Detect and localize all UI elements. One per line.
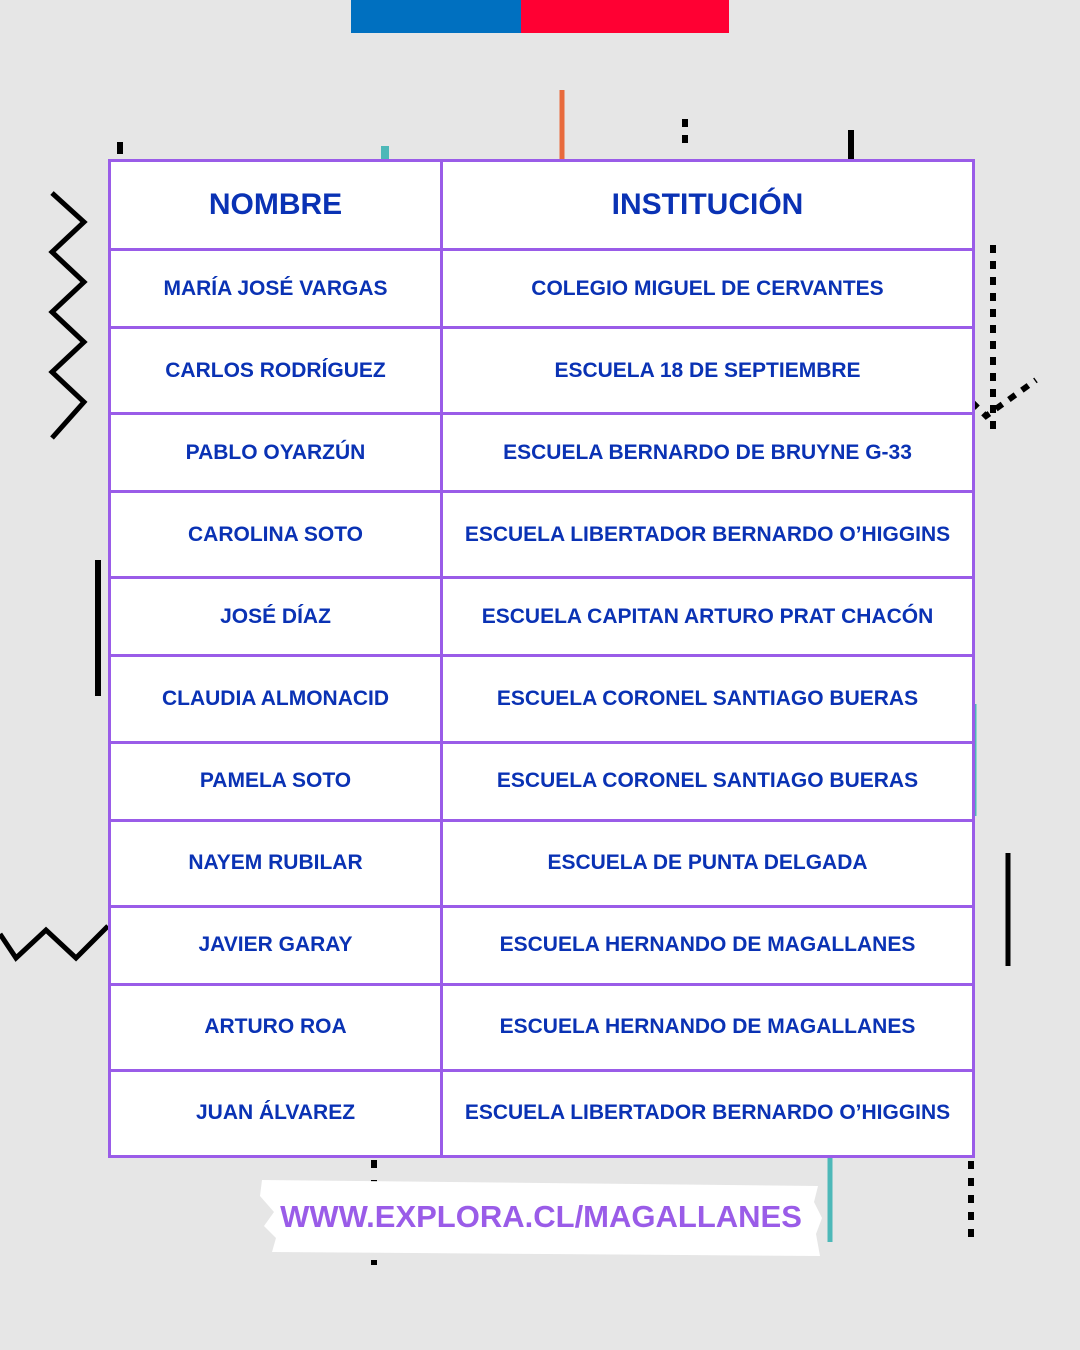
cell-institution: ESCUELA LIBERTADOR BERNARDO O’HIGGINS xyxy=(442,1070,974,1156)
table-row xyxy=(110,492,974,578)
cell-institution: ESCUELA HERNANDO DE MAGALLANES xyxy=(442,906,974,984)
cell-institution: ESCUELA HERNANDO DE MAGALLANES xyxy=(442,984,974,1070)
dotted-chevron-right xyxy=(972,380,1036,416)
header-institution: INSTITUCIÓN xyxy=(442,161,974,250)
cell-name: PAMELA SOTO xyxy=(110,742,442,820)
table-header-row xyxy=(110,161,974,250)
participants-table-container xyxy=(108,159,972,1158)
cell-name: MARÍA JOSÉ VARGAS xyxy=(110,250,442,328)
cell-name: CARLOS RODRÍGUEZ xyxy=(110,328,442,414)
cell-name: JAVIER GARAY xyxy=(110,906,442,984)
cell-name: JUAN ÁLVAREZ xyxy=(110,1070,442,1156)
table-row xyxy=(110,328,974,414)
cell-name: PABLO OYARZÚN xyxy=(110,414,442,492)
website-banner xyxy=(258,1172,824,1262)
header-name: NOMBRE xyxy=(110,161,442,250)
website-url[interactable]: WWW.EXPLORA.CL/MAGALLANES xyxy=(280,1199,802,1234)
cell-institution: ESCUELA CAPITAN ARTURO PRAT CHACÓN xyxy=(442,578,974,656)
table-row xyxy=(110,414,974,492)
cell-institution: ESCUELA CORONEL SANTIAGO BUERAS xyxy=(442,742,974,820)
cell-institution: ESCUELA 18 DE SEPTIEMBRE xyxy=(442,328,974,414)
zigzag-left-top xyxy=(52,193,84,438)
table-row xyxy=(110,906,974,984)
cell-name: CAROLINA SOTO xyxy=(110,492,442,578)
cell-institution: COLEGIO MIGUEL DE CERVANTES xyxy=(442,250,974,328)
cell-institution: ESCUELA LIBERTADOR BERNARDO O’HIGGINS xyxy=(442,492,974,578)
participants-table xyxy=(108,159,975,1158)
zigzag-left-bottom xyxy=(0,926,108,958)
cell-name: NAYEM RUBILAR xyxy=(110,820,442,906)
table-row xyxy=(110,250,974,328)
table-row xyxy=(110,742,974,820)
table-row xyxy=(110,1070,974,1156)
cell-institution: ESCUELA CORONEL SANTIAGO BUERAS xyxy=(442,656,974,742)
table-row xyxy=(110,820,974,906)
cell-institution: ESCUELA DE PUNTA DELGADA xyxy=(442,820,974,906)
table-row xyxy=(110,656,974,742)
table-row xyxy=(110,578,974,656)
table-row xyxy=(110,984,974,1070)
cell-name: JOSÉ DÍAZ xyxy=(110,578,442,656)
cell-name: ARTURO ROA xyxy=(110,984,442,1070)
cell-name: CLAUDIA ALMONACID xyxy=(110,656,442,742)
cell-institution: ESCUELA BERNARDO DE BRUYNE G-33 xyxy=(442,414,974,492)
